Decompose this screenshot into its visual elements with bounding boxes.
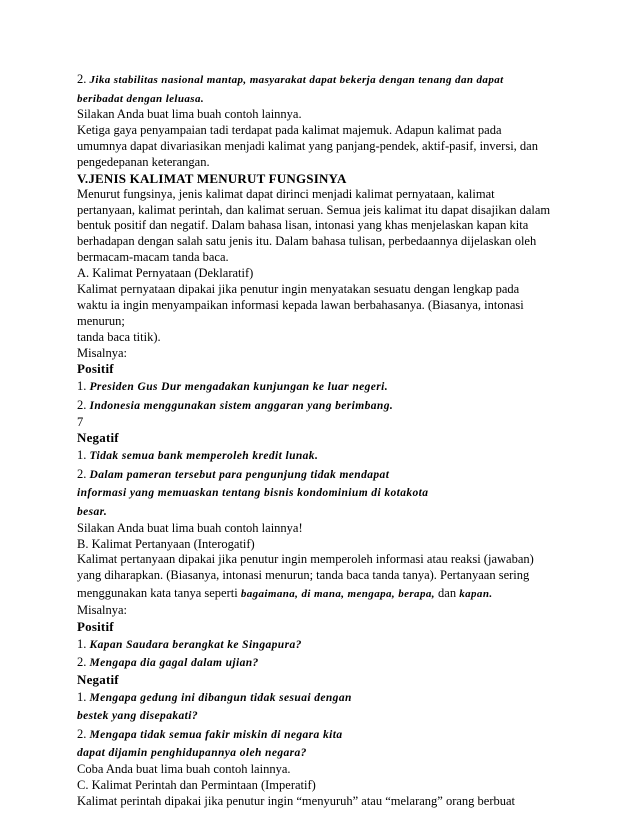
plain-text: dan bbox=[438, 586, 457, 601]
example-line bbox=[77, 725, 567, 744]
plain-text: menggunakan kata tanya seperti bbox=[77, 586, 238, 601]
list-number: 1. bbox=[77, 689, 87, 704]
text-line: yang diharapkan. (Biasanya, intonasi menurun; tanda baca tanda tanya). Pertanyaan sering bbox=[77, 568, 530, 583]
text-line: pertanyaan, kalimat perintah, dan kalimat seruan. Semua jeis kalimat itu dapat disajikan dalam bbox=[77, 202, 551, 217]
example-line bbox=[77, 377, 567, 396]
script-text: besar. bbox=[77, 506, 108, 519]
text-line: menurun; bbox=[77, 313, 125, 328]
list-number: 2. bbox=[77, 655, 87, 670]
text-line: Silakan Anda buat lima buah contoh lainnya. bbox=[77, 107, 302, 122]
script-text: Mengapa dia gagal dalam ujian? bbox=[89, 657, 259, 670]
text-line: pengedepanan keterangan. bbox=[77, 154, 210, 169]
document-body bbox=[77, 70, 567, 810]
text-line: Coba Anda buat lima buah contoh lainnya. bbox=[77, 762, 291, 777]
text-line bbox=[77, 584, 567, 603]
list-number: 1. bbox=[77, 636, 87, 651]
text-line: Kalimat perintah dipakai jika penutur ingin “menyuruh” atau “melarang” orang berbuat bbox=[77, 793, 516, 808]
script-text: Jika stabilitas nasional mantap, masyarakat dapat bekerja dengan tenang dan dapat bbox=[89, 74, 504, 86]
example-line bbox=[77, 70, 567, 89]
example-line bbox=[77, 446, 567, 465]
list-number: 2. bbox=[77, 72, 87, 86]
list-number: 1. bbox=[77, 448, 87, 463]
script-text: Tidak semua bank memperoleh kredit lunak. bbox=[89, 450, 319, 463]
script-text: Dalam pameran tersebut para pengunjung tidak mendapat bbox=[89, 468, 390, 481]
text-line: Kalimat pernyataan dipakai jika penutur ingin menyatakan sesuatu dengan lengkap pada bbox=[77, 281, 520, 296]
list-number: 2. bbox=[77, 466, 87, 481]
list-number: 2. bbox=[77, 397, 87, 412]
example-line bbox=[77, 635, 567, 654]
positive-heading: Positif bbox=[77, 618, 114, 634]
script-text: Kapan Saudara berangkat ke Singapura? bbox=[89, 638, 302, 651]
text-line: Misalnya: bbox=[77, 345, 127, 360]
script-text: bagaimana, di mana, mengapa, berapa, bbox=[240, 588, 435, 601]
section-heading: V.JENIS KALIMAT MENURUT FUNGSINYA bbox=[77, 170, 347, 186]
script-text: Indonesia menggunakan sistem anggaran yang berimbang. bbox=[89, 399, 394, 412]
example-line bbox=[77, 89, 567, 108]
example-line bbox=[77, 743, 567, 762]
script-text: informasi yang memuaskan tentang bisnis kondominium di kotakota bbox=[77, 487, 429, 500]
script-text: Mengapa tidak semua fakir miskin di negara kita bbox=[89, 728, 343, 741]
example-line bbox=[77, 465, 567, 484]
example-line bbox=[77, 653, 567, 672]
list-number: 1. bbox=[77, 379, 87, 394]
script-text: beribadat dengan leluasa. bbox=[77, 92, 205, 105]
negative-heading: Negatif bbox=[77, 430, 119, 446]
text-line: Kalimat pertanyaan dipakai jika penutur ingin memperoleh informasi atau reaksi (jawaban) bbox=[77, 552, 534, 567]
example-line bbox=[77, 706, 567, 725]
text-line: Silakan Anda buat lima buah contoh lainnya! bbox=[77, 520, 303, 535]
negative-heading: Negatif bbox=[77, 671, 119, 687]
text-line: tanda baca titik). bbox=[77, 329, 161, 344]
text-line: bermacam-macam tanda baca. bbox=[77, 250, 229, 265]
subsection-title: A. Kalimat Pernyataan (Deklaratif) bbox=[77, 266, 254, 281]
positive-heading: Positif bbox=[77, 361, 114, 377]
text-line: bentuk positif dan negatif. Dalam bahasa lisan, intonasi yang khas menjelaskan kapan kita bbox=[77, 218, 529, 233]
example-line bbox=[77, 688, 567, 707]
script-text: Presiden Gus Dur mengadakan kunjungan ke luar negeri. bbox=[89, 381, 389, 394]
text-line: umumnya dapat divariasikan menjadi kalimat yang panjang-pendek, aktif-pasif, inversi, dan bbox=[77, 138, 538, 153]
example-line bbox=[77, 483, 567, 502]
script-text: Mengapa gedung ini dibangun tidak sesuai dengan bbox=[89, 691, 352, 704]
text-line: waktu ia ingin menyampaikan informasi kepada lawan berbahasanya. (Biasanya, intonasi bbox=[77, 297, 524, 312]
subsection-title: B. Kalimat Pertanyaan (Interogatif) bbox=[77, 536, 255, 551]
page-number: 7 bbox=[77, 414, 84, 429]
subsection-title: C. Kalimat Perintah dan Permintaan (Imperatif) bbox=[77, 777, 316, 792]
script-text: bestek yang disepakati? bbox=[77, 710, 198, 723]
example-line bbox=[77, 396, 567, 415]
text-line: Misalnya: bbox=[77, 602, 127, 617]
example-line bbox=[77, 502, 567, 521]
text-line: Ketiga gaya penyampaian tadi terdapat pada kalimat majemuk. Adapun kalimat pada bbox=[77, 123, 502, 138]
text-line: Menurut fungsinya, jenis kalimat dapat dirinci menjadi kalimat pernyataan, kalimat bbox=[77, 186, 495, 201]
script-text: kapan. bbox=[459, 588, 493, 601]
script-text: dapat dijamin penghidupannya oleh negara? bbox=[77, 747, 307, 760]
list-number: 2. bbox=[77, 726, 87, 741]
text-line: berhadapan dengan salah satu jenis itu. Dalam bahasa tulisan, perbedaannya dijelaskan oleh bbox=[77, 234, 537, 249]
